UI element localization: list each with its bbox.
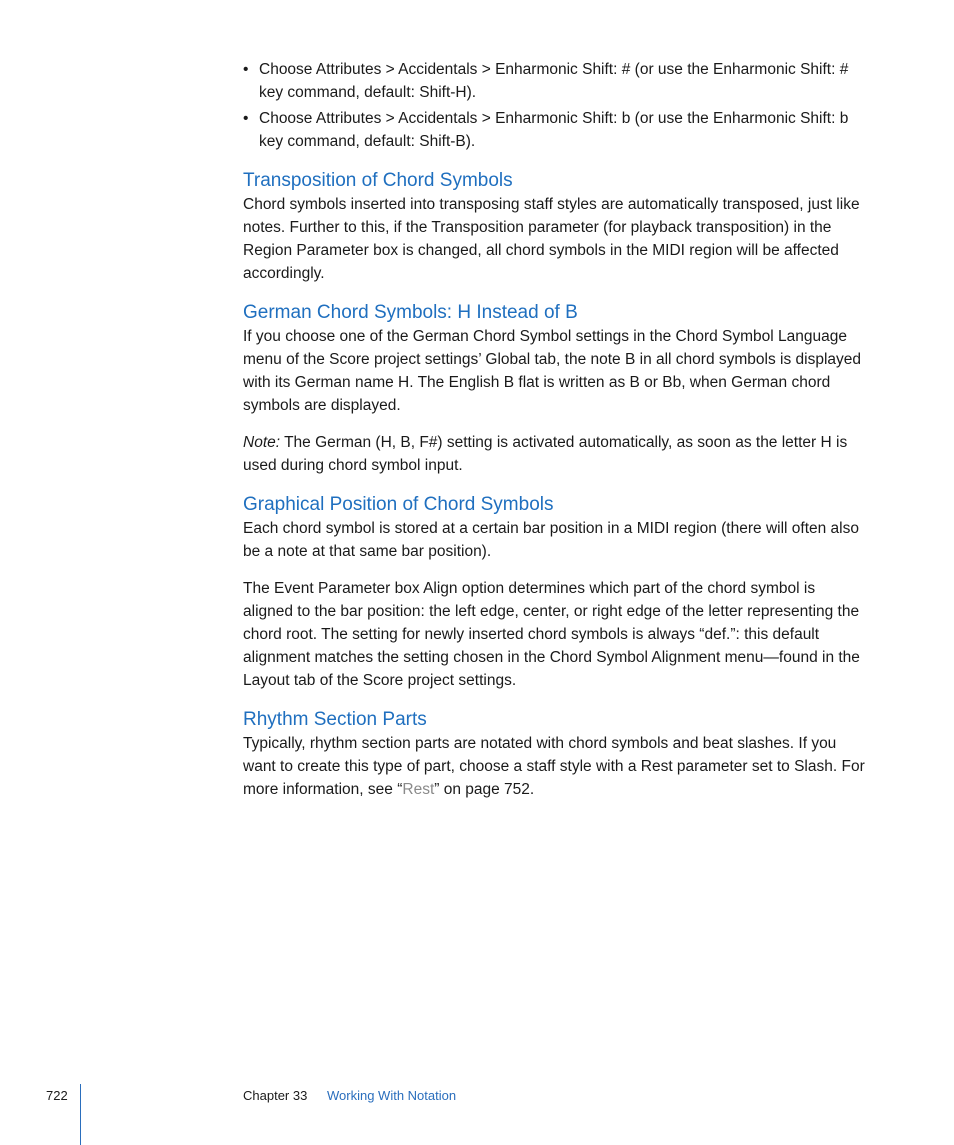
paragraph: [243, 732, 868, 801]
bullet-item: • Choose Attributes > Accidentals > Enharmonic Shift: # (or use the Enharmonic Shift: # key command, default: Shift-H).: [243, 58, 868, 104]
paragraph: If you choose one of the German Chord Symbol settings in the Chord Symbol Language menu of the Score project settings’ Global tab, the note B in all chord symbols is displayed with its German name H. The English B flat is written as B or Bb, when German chord symbols are displayed.: [243, 328, 862, 414]
note-text: The German (H, B, F#) setting is activated automatically, as soon as the letter H is used during chord symbol input.: [243, 434, 848, 474]
note-label: Note:: [243, 434, 281, 451]
section-heading-graphical: Graphical Position of Chord Symbols: [243, 494, 554, 515]
page-number: 722: [46, 1088, 68, 1103]
paragraph: Each chord symbol is stored at a certain bar position in a MIDI region (there will often also be a note at that same bar position).: [243, 520, 859, 560]
section-heading-transposition: Transposition of Chord Symbols: [243, 170, 513, 191]
note-paragraph: [243, 431, 868, 477]
paragraph: The Event Parameter box Align option determines which part of the chord symbol is aligned to the bar position: the left edge, center, or right edge of the letter representing the chord root. The setting for newly inserted chord symbols is always “def.”: this default alignment matches the setting chosen in the Chord Symbol Alignment menu—found in the Layout tab of the Score project settings.: [243, 580, 860, 689]
chapter-title: Working With Notation: [327, 1088, 457, 1103]
chapter-label: Chapter 33: [243, 1088, 308, 1103]
page-content: [243, 58, 868, 815]
section-heading-rhythm: Rhythm Section Parts: [243, 709, 427, 730]
section-heading-german: German Chord Symbols: H Instead of B: [243, 302, 578, 323]
rest-cross-reference-link[interactable]: Rest: [402, 781, 435, 798]
bullet-item: • Choose Attributes > Accidentals > Enharmonic Shift: b (or use the Enharmonic Shift: b key command, default: Shift-B).: [243, 107, 868, 153]
paragraph-text: ” on page 752.: [434, 781, 535, 798]
page-footer: [0, 1086, 954, 1145]
paragraph-text: Typically, rhythm section parts are notated with chord symbols and beat slashes. If you want to create this type of part, choose a staff style with a Rest parameter set to Slash. For more information, see “: [243, 735, 865, 798]
paragraph: Chord symbols inserted into transposing staff styles are automatically transposed, just like notes. Further to this, if the Transposition parameter (for playback transposition) in the Region Parameter box is changed, all chord symbols in the MIDI region will be affected accordingly.: [243, 196, 860, 282]
bullet-list: [243, 58, 868, 153]
footer-divider: [80, 1084, 81, 1145]
